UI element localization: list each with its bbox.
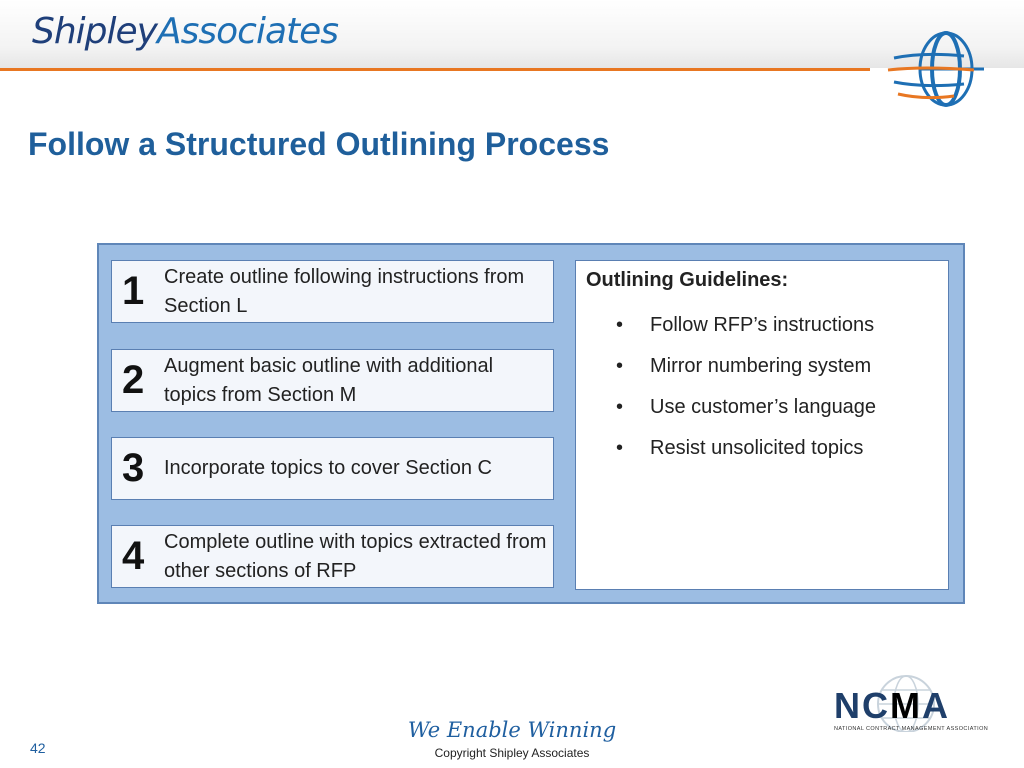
step-text: Augment basic outline with additional topics from Section M — [164, 354, 494, 406]
page-number: 42 — [30, 740, 46, 756]
step-1 — [111, 260, 554, 323]
guideline-item — [576, 434, 876, 475]
guideline-item — [576, 352, 876, 393]
guideline-text: Mirror numbering system — [650, 355, 872, 377]
bullet-icon: • — [616, 314, 624, 336]
step-text: Incorporate topics to cover Section C — [164, 457, 492, 479]
step-number: 4 — [122, 534, 145, 578]
page-title: Follow a Structured Outlining Process — [28, 126, 610, 162]
brand-part2: Associates — [156, 11, 339, 52]
step-number: 3 — [122, 446, 145, 490]
guideline-text: Use customer’s language — [650, 396, 877, 418]
step-text: Create outline following instructions from Section L — [164, 265, 525, 317]
bullet-icon: • — [616, 396, 624, 418]
step-3 — [111, 437, 554, 500]
outlining-guidelines-box — [575, 260, 949, 590]
brand-part1: Shipley — [32, 11, 157, 52]
ncma-logo — [828, 672, 989, 746]
copyright-text: Copyright Shipley Associates — [434, 746, 590, 760]
guideline-text: Resist unsolicited topics — [650, 437, 864, 459]
header-divider — [0, 68, 870, 71]
step-text: Complete outline with topics extracted from other sections of RFP — [164, 530, 547, 582]
bullet-icon: • — [616, 355, 624, 377]
guideline-item — [576, 393, 876, 434]
tagline: We Enable Winning — [407, 718, 617, 742]
bullet-icon: • — [616, 437, 624, 459]
guideline-text: Follow RFP’s instructions — [650, 314, 875, 336]
ncma-letter-a: A — [922, 685, 950, 726]
guidelines-list — [576, 311, 876, 475]
step-number: 2 — [122, 358, 145, 402]
outline-process-panel — [97, 243, 965, 604]
ncma-letters-nc: NC — [834, 685, 890, 726]
guideline-item — [576, 311, 876, 352]
step-4 — [111, 525, 554, 588]
step-number: 1 — [122, 269, 145, 313]
ncma-letter-m: M — [890, 685, 922, 726]
ncma-letters — [834, 685, 950, 726]
guidelines-heading: Outlining Guidelines: — [586, 269, 789, 291]
shipley-associates-logo — [32, 11, 339, 52]
step-2 — [111, 349, 554, 412]
ncma-subtitle: NATIONAL CONTRACT MANAGEMENT ASSOCIATION — [834, 726, 989, 732]
globe-icon — [884, 30, 988, 108]
